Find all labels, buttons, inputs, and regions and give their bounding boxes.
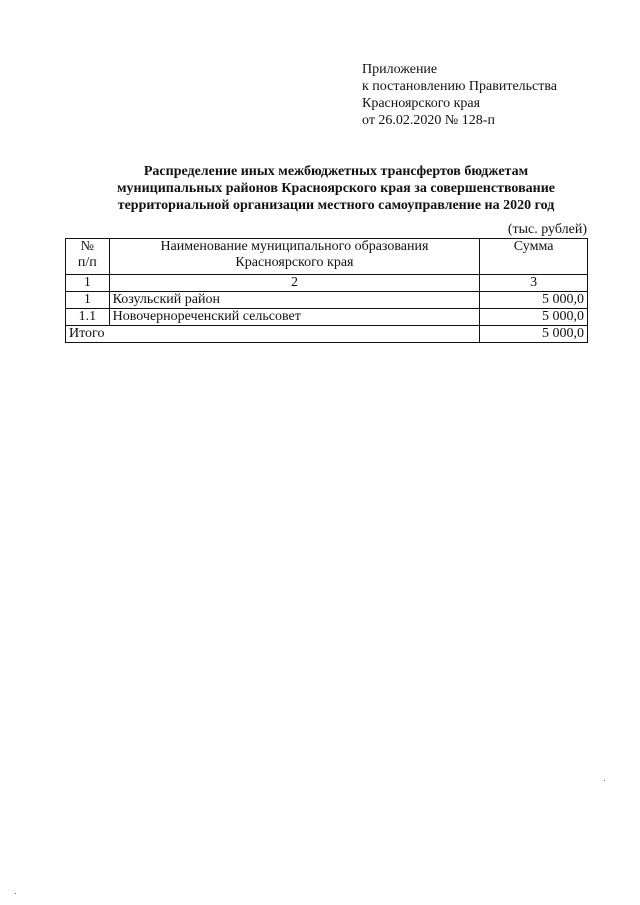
row-sum: 5 000,0 — [480, 309, 588, 326]
header-sum: Сумма — [480, 239, 588, 275]
column-number-row — [66, 275, 588, 292]
title-line-2: муниципальных районов Красноярского края за совершенствование — [117, 181, 555, 196]
appendix-line-1: Приложение — [362, 62, 438, 77]
header-name — [109, 239, 480, 275]
appendix-line-3: Красноярского края — [362, 96, 481, 111]
column-number-2: 2 — [109, 275, 480, 292]
row-name: Новочернореченский сельсовет — [109, 309, 480, 326]
row-num: 1.1 — [66, 309, 110, 326]
header-num — [66, 239, 110, 275]
appendix-header — [362, 61, 557, 129]
header-name-line-2: Красноярского края — [235, 255, 354, 270]
table-row — [66, 309, 588, 326]
distribution-table — [65, 238, 588, 343]
appendix-line-2: к постановлению Правительства — [362, 79, 558, 94]
table-header-row — [66, 239, 588, 275]
total-row — [66, 326, 588, 343]
row-name: Козульский район — [109, 292, 480, 309]
header-num-line-2: п/п — [77, 255, 97, 270]
table-row — [66, 292, 588, 309]
column-number-3: 3 — [480, 275, 588, 292]
row-num: 1 — [66, 292, 110, 309]
appendix-line-4: от 26.02.2020 № 128-п — [362, 113, 495, 128]
total-sum: 5 000,0 — [480, 326, 588, 343]
scan-speck — [15, 893, 16, 894]
header-name-line-1: Наименование муниципального образования — [160, 239, 429, 254]
title-line-3: территориальной организации местного самоуправление на 2020 год — [117, 198, 555, 213]
column-number-1: 1 — [66, 275, 110, 292]
scan-speck — [604, 780, 605, 781]
header-num-line-1: № — [80, 239, 94, 254]
title-line-1: Распределение иных межбюджетных трансфертов бюджетам — [143, 164, 529, 179]
document-title — [40, 163, 632, 214]
total-label: Итого — [66, 326, 480, 343]
units-label: (тыс. рублей) — [507, 222, 587, 237]
row-sum: 5 000,0 — [480, 292, 588, 309]
